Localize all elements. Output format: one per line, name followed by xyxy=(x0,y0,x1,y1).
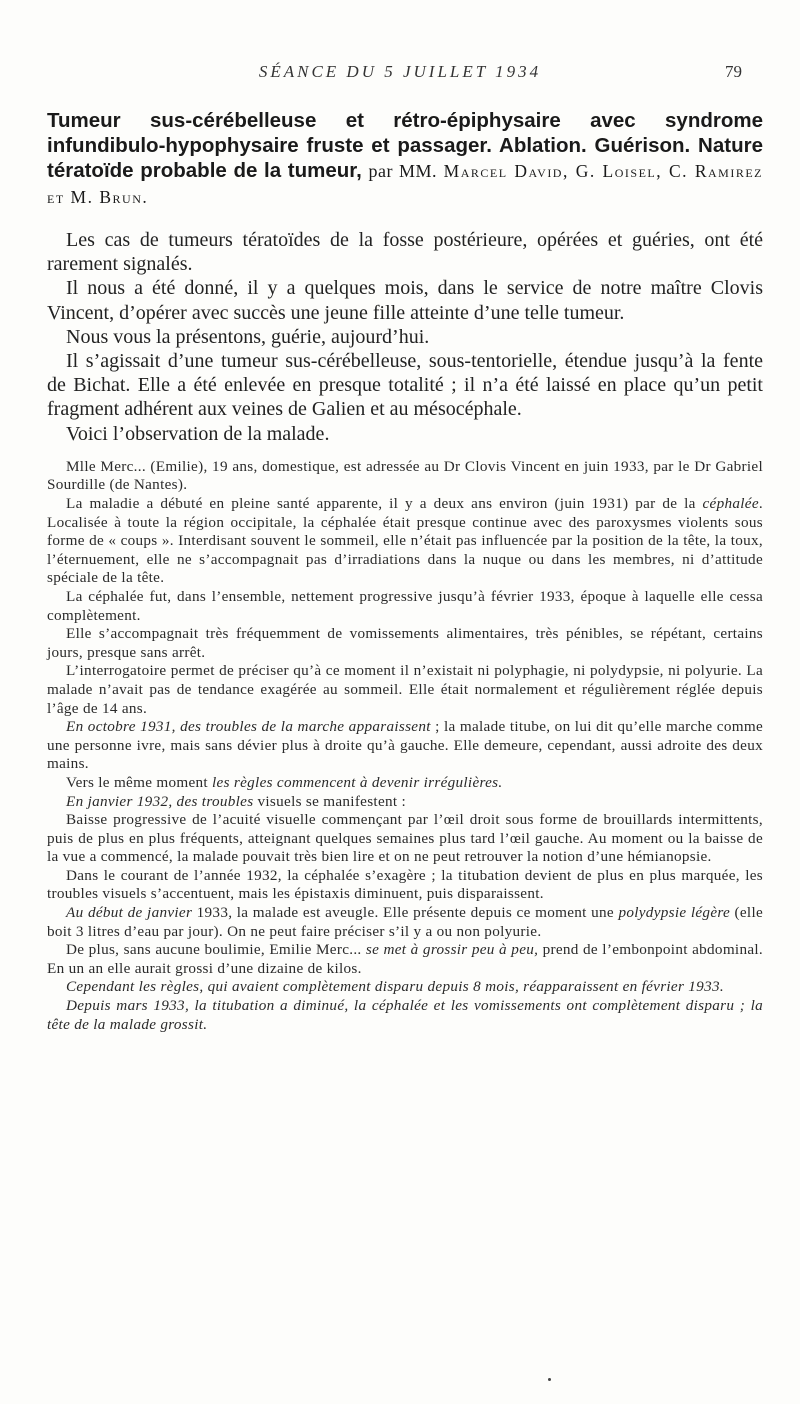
intro-paragraph: Les cas de tumeurs tératoïdes de la fosse postérieure, opérées et guéries, ont été rarement signalés. xyxy=(47,229,763,276)
text-run: ; la malade titube, on lui dit qu’elle marche comme une personne ivre, mais sans dévier plus à droite qu’à gauche. Elle demeure, cependant, aussi adroite des deux mains. xyxy=(47,718,763,773)
emphasis: Cependant les règles, qui avaient complètement disparu depuis 8 mois, réapparaissent en février 1933. xyxy=(66,978,724,996)
text-run: La maladie a débuté en pleine santé apparente, il y a deux ans environ (juin 1931) par de la xyxy=(66,495,703,513)
article xyxy=(47,108,763,1034)
observation-paragraph: Elle s’accompagnait très fréquemment de vomissements alimentaires, très pénibles, se répétant, certains jours, presque sans arrêt. xyxy=(47,625,763,661)
by-label: par MM. xyxy=(368,161,437,181)
observation-paragraph xyxy=(47,793,763,812)
text-run: De plus, sans aucune boulimie, Emilie Merc... xyxy=(66,941,366,959)
intro-paragraph: Nous vous la présentons, guérie, aujourd’hui. xyxy=(66,325,430,348)
observation-paragraph xyxy=(47,495,763,588)
running-header xyxy=(0,62,800,86)
running-title: SÉANCE DU 5 JUILLET 1934 xyxy=(258,62,542,81)
observation-paragraph: La céphalée fut, dans l’ensemble, nettement progressive jusqu’à février 1933, époque à laquelle elle cessa complètement. xyxy=(47,587,763,624)
text-run: prend de l’embonpoint abdominal. En un an elle aurait grossi d’une dizaine de kilos. xyxy=(47,941,764,977)
emphasis: polydypsie légère xyxy=(618,904,731,922)
emphasis: En octobre 1931, des troubles de la marche apparaissent xyxy=(66,718,431,736)
observation-section xyxy=(47,458,763,1034)
observation-paragraph: Baisse progressive de l’acuité visuelle commençant par l’œil droit sous forme de brouillards intermittents, puis de plus en plus fréquents, atteignant quelques semaines plus tard l’œil gauche. Au moment ou la baisse de la vue a commencé, la malade pouvait très bien lire et on ne peut retrouver la notion d’une hémianopsie. xyxy=(47,811,763,866)
observation-paragraph: Dans le courant de l’année 1932, la céphalée s’exagère ; la titubation devient de plus en plus marquée, les troubles visuels s’accentuent, mais les épistaxis diminuent, puis disparaissent. xyxy=(47,866,763,903)
emphasis: céphalée xyxy=(702,495,759,513)
observation-paragraph xyxy=(47,904,763,941)
observation-paragraph xyxy=(47,774,763,793)
intro-paragraph: Il nous a été donné, il y a quelques mois, dans le service de notre maître Clovis Vincent, d’opérer avec succès une jeune fille atteinte d’une telle tumeur. xyxy=(47,277,763,324)
intro-paragraph: Il s’agissait d’une tumeur sus-cérébelleuse, sous-tentorielle, étendue jusqu’à la fente de Bichat. Elle a été enlevée en presque totalité ; il n’a été laissé en place qu’un petit fragment adhérent aux veines de Galien et au mésocéphale. xyxy=(47,350,763,421)
page-number: 79 xyxy=(725,62,742,81)
observation-paragraph xyxy=(47,978,763,997)
authors: Marcel David, G. Loisel, C. Ramirez et M. Brun. xyxy=(47,161,763,207)
emphasis: Au début de janvier xyxy=(66,904,193,922)
text-run: visuels se manifestent : xyxy=(253,792,407,810)
observation-paragraph xyxy=(47,718,763,774)
title-text: Tumeur sus-cérébelleuse et rétro-épiphysaire avec syndrome infundibulo-hypophysaire fruste et passager. Ablation. Guérison. Nature tératoïde probable de la tumeur, xyxy=(47,109,763,182)
article-title xyxy=(47,108,763,210)
emphasis: se met à grossir peu à peu, xyxy=(365,941,539,959)
text-run: (elle boit 3 litres d’eau par jour). On ne peut faire préciser s’il y a ou non polyurie. xyxy=(47,904,764,940)
emphasis: En janvier 1932, des troubles xyxy=(66,792,254,810)
emphasis: les règles commencent à devenir irrégulières. xyxy=(212,773,503,791)
observation-paragraph: Mlle Merc... (Emilie), 19 ans, domestique, est adressée au Dr Clovis Vincent en juin 1933, par le Dr Gabriel Sourdille (de Nantes). xyxy=(47,457,763,494)
text-run: . Localisée à toute la région occipitale, la céphalée était presque continue avec des paroxysmes violents sous forme de « coups ». Interdisant souvent le sommeil, elle n’était pas influencée par la position de la tête, la toux, l’éternuement, elle ne s’accompagnait pas d’irradiations dans la nuque ou dans les membres, ni d’attitude spéciale de la tête. xyxy=(47,495,763,587)
observation-paragraph: L’interrogatoire permet de préciser qu’à ce moment il n’existait ni polyphagie, ni polydypsie, ni polyurie. La malade n’avait pas de tendance exagérée au sommeil. Elle était normalement et régulièrement réglée depuis l’âge de 14 ans. xyxy=(47,662,763,717)
intro-paragraph: Voici l’observation de la malade. xyxy=(66,422,330,445)
intro-section xyxy=(47,228,763,446)
observation-paragraph xyxy=(47,997,763,1034)
observation-paragraph xyxy=(47,941,763,978)
text-run: Vers le même moment xyxy=(66,773,213,791)
emphasis: Depuis mars 1933, la titubation a diminué, la céphalée et les vomissements ont complètement disparu ; la tête de la malade grossit. xyxy=(47,997,763,1033)
print-speck xyxy=(548,1378,551,1381)
text-run: 1933, la malade est aveugle. Elle présente depuis ce moment une xyxy=(192,904,619,922)
